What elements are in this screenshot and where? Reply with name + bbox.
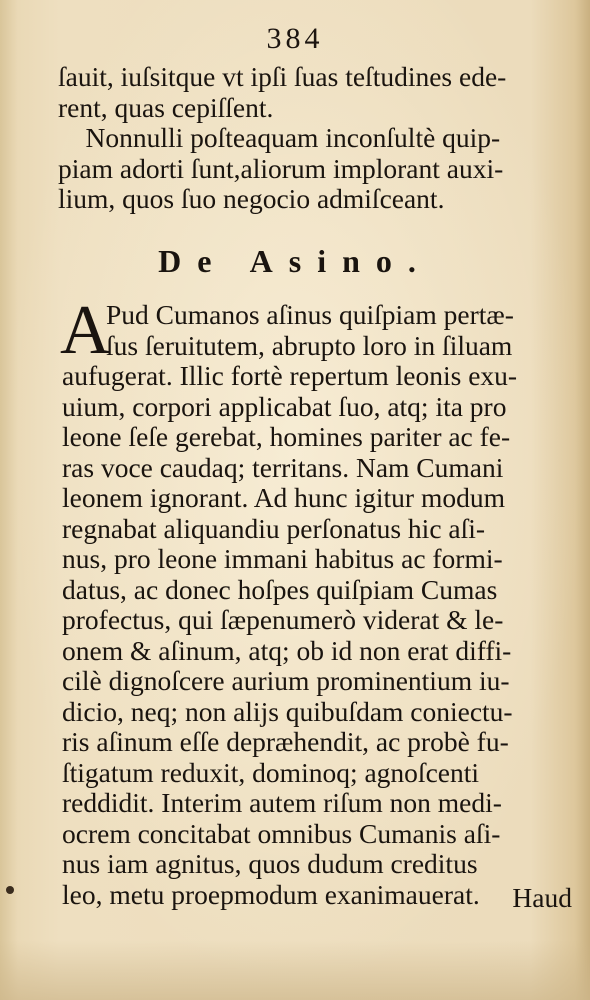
text-line: cilè dignoſcere aurium prominentium iu- bbox=[62, 665, 510, 696]
text-line: piam adorti ſunt,aliorum implorant auxi- bbox=[58, 152, 504, 184]
text-line: lium, quos ſuo negocio admiſceant. bbox=[58, 183, 445, 214]
text-line: leone ſeſe gerebat, homines pariter ac fe- bbox=[62, 421, 511, 452]
text-line: ras voce caudaq; territans. Nam Cumani bbox=[62, 451, 504, 483]
text-line: profectus, qui ſæpenumerò viderat & le- bbox=[62, 604, 504, 635]
text-line: ocrem concitabat omnibus Cumanis aſi- bbox=[62, 817, 501, 849]
page-number: 384 bbox=[266, 22, 324, 55]
text-line: rent, quas cepiſſent. bbox=[58, 91, 274, 123]
page-shadow bbox=[0, 940, 590, 1000]
text-line: leonem ignorant. Ad hunc igitur modum bbox=[62, 482, 505, 513]
text-line: nus, pro leone immani habitus ac formi- bbox=[62, 543, 503, 574]
text-line: nus iam agnitus, quos dudum creditus bbox=[62, 848, 478, 879]
text-line: ſus ſeruitutem, abrupto loro in ſiluam bbox=[106, 329, 513, 361]
drop-cap: A bbox=[60, 292, 111, 369]
text-line: datus, ac donec hoſpes quiſpiam Cumas bbox=[62, 573, 498, 605]
section-heading: De Asino. bbox=[158, 243, 432, 279]
text-line: aufugerat. Illic fortè repertum leonis exu- bbox=[62, 360, 518, 391]
text-line: ris aſinum eſſe depræhendit, ac probè fu- bbox=[62, 726, 509, 757]
text-line: onem & aſinum, atq; ob id non erat diffi- bbox=[62, 634, 512, 666]
fable-paragraph bbox=[60, 292, 582, 910]
text-line: leo, metu proepmodum exanimauerat. bbox=[62, 878, 480, 910]
text-line: ſauit, iuſsitque vt ipſi ſuas teſtudines ede- bbox=[58, 61, 507, 92]
text-line: dicio, neq; non alijs quibuſdam coniectu- bbox=[62, 695, 513, 727]
text-line: ſtigatum reduxit, dominoq; agnoſcenti bbox=[62, 756, 480, 788]
text-line: regnabat aliquandiu perſonatus hic aſi- bbox=[62, 512, 486, 544]
top-paragraph bbox=[58, 62, 578, 215]
text-line: Pud Cumanos aſinus quiſpiam pertæ- bbox=[106, 299, 514, 330]
margin-ink-mark bbox=[6, 886, 14, 894]
text-line: reddidit. Interim autem riſum non medi- bbox=[62, 787, 502, 818]
catchword: Haud bbox=[512, 882, 572, 913]
text-line: Nonnulli poſteaquam inconſultè quip- bbox=[58, 122, 501, 153]
text-line: uium, corpori applicabat ſuo, atq; ita pro bbox=[62, 390, 507, 422]
